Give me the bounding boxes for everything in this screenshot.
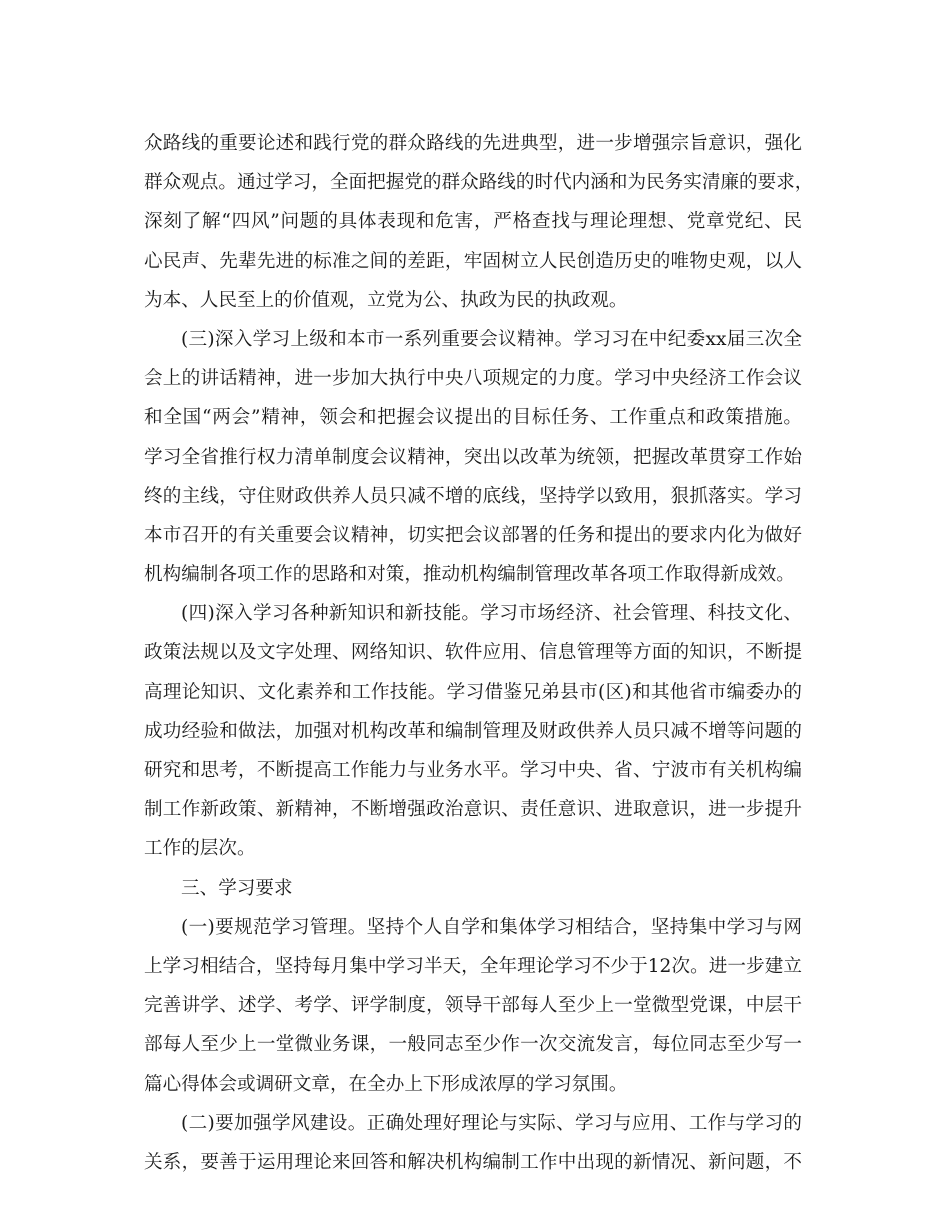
text-line: 研究和思考，不断提高工作能力与业务水平。学习中央、省、宁波市有关机构编 xyxy=(144,760,802,781)
text-line: 部每人至少上一堂微业务课，一般同志至少作一次交流发言，每位同志至少写一 xyxy=(144,1034,802,1056)
text-line: 心民声、先辈先进的标准之间的差距，牢固树立人民创造历史的唯物史观，以人 xyxy=(144,250,802,272)
document-body xyxy=(144,124,814,1182)
text-line: 机构编制各项工作的思路和对策，推动机构编制管理改革各项工作取得新成效。 xyxy=(144,564,795,586)
paragraph-study-style xyxy=(144,1104,802,1182)
text-line: 关系，要善于运用理论来回答和解决机构编制工作中出现的新情况、新问题，不 xyxy=(144,1151,802,1173)
text-line: (二)要加强学风建设。正确处理好理论与实际、学习与应用、工作与学习的 xyxy=(181,1112,802,1134)
text-line: 政策法规以及文字处理、网络知识、软件应用、信息管理等方面的知识，不断提 xyxy=(144,642,802,664)
text-line: 制工作新政策、新精神，不断增强政治意识、责任意识、进取意识，进一步提升 xyxy=(144,799,802,821)
paragraph-mass-line xyxy=(144,124,814,320)
text-line: 和全国“两会”精神，领会和把握会议提出的目标任务、工作重点和政策措施。 xyxy=(144,407,802,429)
text-line: (四)深入学习各种新知识和新技能。学习市场经济、社会管理、科技文化、 xyxy=(181,603,802,625)
text-line: 群众观点。通过学习，全面把握党的群众路线的时代内涵和为民务实清廉的要求， xyxy=(144,172,814,194)
text-line: 众路线的重要论述和践行党的群众路线的先进典型，进一步增强宗旨意识，强化 xyxy=(144,133,802,154)
text-line: 为本、人民至上的价值观，立党为公、执政为民的执政观。 xyxy=(144,289,628,311)
text-line: 成功经验和做法，加强对机构改革和编制管理及财政供养人员只减不增等问题的 xyxy=(144,720,802,742)
text-line: 上学习相结合，坚持每月集中学习半天，全年理论学习不少于12次。进一步建立 xyxy=(144,955,802,977)
paragraph-study-management xyxy=(144,908,802,1104)
text-line: 学习全省推行权力清单制度会议精神，突出以改革为统领，把握改革贯穿工作始 xyxy=(144,446,802,468)
text-line: 篇心得体会或调研文章，在全办上下形成浓厚的学习氛围。 xyxy=(144,1073,628,1095)
text-line: (一)要规范学习管理。坚持个人自学和集体学习相结合，坚持集中学习与网 xyxy=(181,916,802,938)
text-line: (三)深入学习上级和本市一系列重要会议精神。学习习在中纪委xx届三次全 xyxy=(181,328,802,350)
text-line: 工作的层次。 xyxy=(144,838,256,860)
paragraph-meeting-spirit xyxy=(144,320,802,594)
text-line: 完善讲学、述学、考学、评学制度，领导干部每人至少上一堂微型党课，中层干 xyxy=(144,995,802,1017)
text-line: 深刻了解“四风”问题的具体表现和危害，严格查找与理论理想、党章党纪、民 xyxy=(144,211,802,233)
text-line: 本市召开的有关重要会议精神，切实把会议部署的任务和提出的要求内化为做好 xyxy=(144,524,802,546)
section-heading: 三、学习要求 xyxy=(181,877,293,899)
text-line: 高理论知识、文化素养和工作技能。学习借鉴兄弟县市(区)和其他省市编委办的 xyxy=(144,681,802,703)
text-line: 会上的讲话精神，进一步加大执行中央八项规定的力度。学习中央经济工作会议 xyxy=(144,368,802,390)
text-line: 终的主线，守住财政供养人员只减不增的底线，坚持学以致用，狠抓落实。学习 xyxy=(144,485,802,507)
paragraph-new-knowledge xyxy=(144,594,802,868)
